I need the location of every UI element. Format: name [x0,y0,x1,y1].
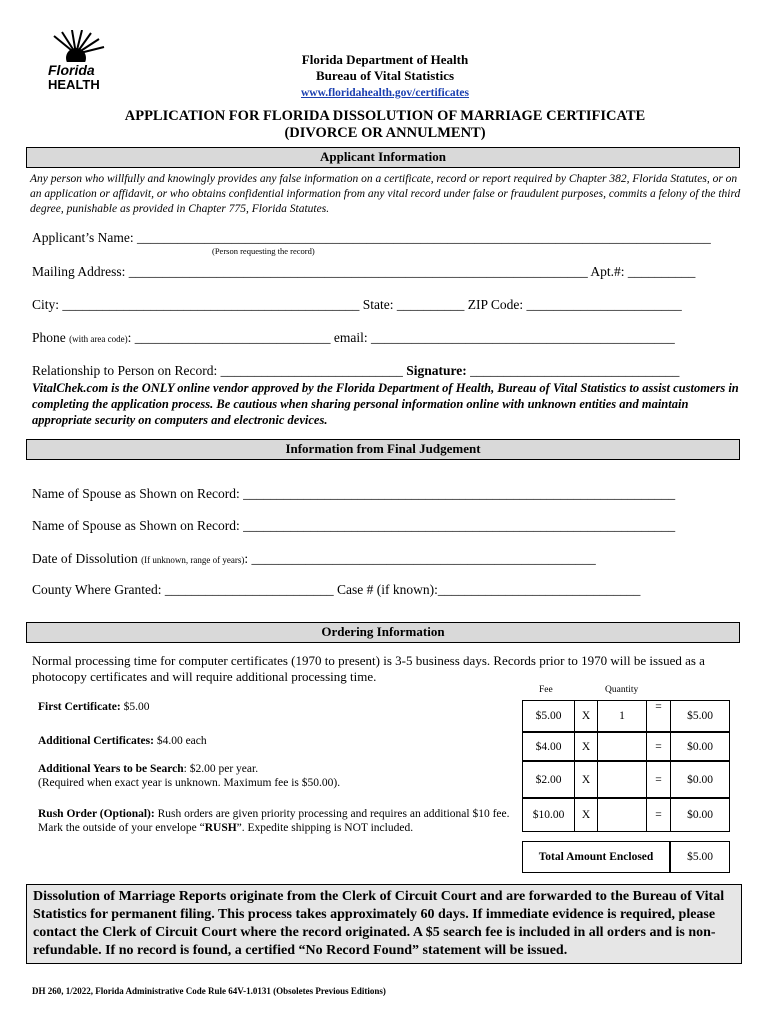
false-information-warning: Any person who willfully and knowingly provides any false information on a certificate, record or report required by Chapter 382, Florida Statutes, or on an application or affidavit, or who obtains confidential information from any vital record under false or fraudulent purposes, commits a felony of the third degree, punishable as provided in Chapter 775, Florida Statutes. [30,173,741,215]
spouse1-field[interactable]: ________________________________________________________________ [243,486,676,501]
city-label: City: [32,297,60,312]
county-field[interactable]: _________________________ [164,582,334,597]
first-certificate-price: $5.00 [123,701,150,713]
additional-years-label: Additional Years to be Search [38,763,184,775]
additional-certificates-label: Additional Certificates: [38,735,154,747]
fee-cell: $2.00 [522,761,575,798]
county-row [32,582,640,598]
line-total-cell: $0.00 [670,761,730,798]
apt-label: Apt.#: [590,264,625,279]
certificates-link[interactable]: www.floridahealth.gov/certificates [301,87,469,99]
phone-field[interactable]: _____________________________ [134,330,331,345]
state-label: State: [362,297,394,312]
quantity-cell[interactable]: 1 [597,700,647,732]
zip-label: ZIP Code: [467,297,524,312]
total-value: $5.00 [670,841,730,873]
dissolution-date-row: Date of Dissolution (If unknown, range of years): ___________________________________________________ [32,551,596,566]
times-cell: X [575,700,597,732]
zip-field[interactable]: _______________________ [526,297,682,312]
first-certificate-item [38,700,149,714]
phone-label: Phone [32,330,66,345]
equals-cell: = [647,761,670,798]
relationship-label: Relationship to Person on Record: [32,363,218,378]
equals-cell: = [647,700,670,732]
spouse2-row [32,518,675,534]
quantity-cell[interactable] [597,798,647,832]
signature-label: Signature: [406,363,467,378]
dept-name: Florida Department of Health [301,52,469,67]
rush-order-label: Rush Order (Optional): [38,808,155,820]
spouse1-row [32,486,675,502]
city-row [32,297,682,313]
county-label: County Where Granted: [32,582,162,597]
applicant-section-header: Applicant Information [26,147,740,168]
mailing-address-label: Mailing Address: [32,264,126,279]
spouse1-label: Name of Spouse as Shown on Record: [32,486,240,501]
line-total-cell: $0.00 [670,732,730,761]
quantity-column-header: Quantity [605,685,639,695]
spouse2-field[interactable]: ________________________________________________________________ [243,518,676,533]
svg-text:HEALTH: HEALTH [48,77,100,92]
fee-cell: $5.00 [522,700,575,732]
form-title: APPLICATION FOR FLORIDA DISSOLUTION OF MARRIAGE CERTIFICATE [124,108,646,124]
mailing-address-field[interactable]: ____________________________________________________________________ [128,264,588,279]
vitalchek-notice: VitalChek.com is the ONLY online vendor approved by the Florida Department of Health, Bureau of Vital Statistics to assist customers in completing the application process. Be cautious when sharing personal information online with unknown entities and maintain appropriate security on computers and electronic devices. [32,381,739,427]
additional-years-price: : $2.00 per year. [183,763,259,775]
rush-order-item [38,807,516,835]
rush-word: RUSH [204,822,237,834]
judgement-section-header: Information from Final Judgement [26,439,740,460]
total-label: Total Amount Enclosed [522,841,670,873]
city-field[interactable]: ____________________________________________ [62,297,360,312]
dissolution-date-field[interactable]: ___________________________________________________ [251,551,596,566]
email-field[interactable]: _____________________________________________ [370,330,675,345]
form-subtitle: (DIVORCE OR ANNULMENT) [284,125,486,141]
mailing-row [32,264,695,280]
dissolution-date-label: Date of Dissolution [32,551,138,566]
phone-row: Phone (with area code): _____________________________ email: _____________________________________________ [32,330,675,345]
processing-time-text: Normal processing time for computer certificates (1970 to present) is 3-5 business days. Records prior to 1970 will be issued as a photocopy certificates and will require additional processing time. [32,653,705,684]
signature-field[interactable]: _______________________________ [470,363,680,378]
email-label: email: [333,330,368,345]
first-certificate-label: First Certificate: [38,701,121,713]
line-total-cell: $0.00 [670,798,730,832]
phone-hint: (with area code) [69,334,128,344]
spouse2-label: Name of Spouse as Shown on Record: [32,518,240,533]
fee-cell: $4.00 [522,732,575,761]
rush-order-text: Rush orders are given priority processing and requires an additional $10 fee. Mark the outside of your envelope “ [38,808,510,834]
line-total-cell: $5.00 [670,700,730,732]
applicant-name-label: Applicant’s Name: [32,230,134,245]
additional-years-note: (Required when exact year is unknown. Maximum fee is $50.00). [38,777,341,789]
fee-column-header: Fee [539,685,553,695]
applicant-name-row [32,230,711,246]
rush-order-text2: ”. Expedite shipping is NOT included. [236,822,414,834]
form-footer: DH 260, 1/2022, Florida Administrative Code Rule 64V-1.0131 (Obsoletes Previous Editions) [32,986,386,996]
quantity-cell[interactable] [597,761,647,798]
relationship-field[interactable]: ___________________________ [220,363,403,378]
additional-certificates-price: $4.00 each [156,735,207,747]
case-field[interactable]: ______________________________ [437,582,641,597]
case-label: Case # (if known): [336,582,438,597]
dissolution-reports-notice: Dissolution of Marriage Reports originate from the Clerk of Circuit Court and are forwarded to the Bureau of Vital Statistics for permanent filing. This process takes approximately 60 days. If immediate evidence is required, please contact the Clerk of Circuit Court where the record originated. A $5 search fee is included in all orders and is non-refundable. If no record is found, a certified “No Record Found” statement will be issued. [26,884,742,964]
additional-years-item [38,762,518,790]
bureau-name: Bureau of Vital Statistics [315,68,455,83]
equals-cell: = [647,732,670,761]
fee-cell: $10.00 [522,798,575,832]
applicant-name-hint: (Person requesting the record) [212,246,315,256]
applicant-name-field[interactable]: _____________________________________________________________________________________ [136,230,711,245]
state-field[interactable]: __________ [396,297,465,312]
dissolution-date-hint: (If unknown, range of years) [141,555,245,565]
quantity-cell[interactable] [597,732,647,761]
equals-cell: = [647,798,670,832]
apt-field[interactable]: __________ [627,264,696,279]
times-cell: X [575,761,597,798]
times-cell: X [575,732,597,761]
svg-text:Florida: Florida [48,62,95,78]
times-cell: X [575,798,597,832]
relationship-row [32,363,679,379]
additional-certificates-item [38,734,207,748]
ordering-section-header: Ordering Information [26,622,740,643]
